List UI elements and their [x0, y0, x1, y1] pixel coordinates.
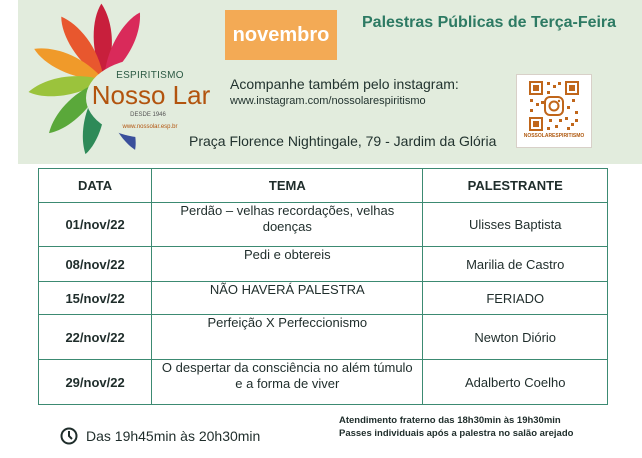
row-theme: O despertar da consciência no além túmulo e a forma de viver: [152, 360, 423, 405]
table-header-row: [39, 169, 608, 203]
session-time: [60, 424, 260, 448]
table-row: [39, 360, 608, 405]
qr-caption: NOSSOLARESPIRITISMO: [523, 133, 585, 139]
instagram-text: Acompanhe também pelo instagram:: [230, 76, 459, 92]
row-theme: NÃO HAVERÁ PALESTRA: [152, 282, 423, 315]
column-header-theme: TEMA: [152, 169, 423, 203]
row-date: 22/nov/22: [39, 315, 152, 360]
row-speaker: Adalberto Coelho: [423, 360, 608, 405]
qr-code-icon: [527, 79, 581, 133]
instagram-url[interactable]: www.instagram.com/nossolarespiritismo: [230, 95, 426, 107]
table-row: [39, 203, 608, 247]
footer-notes: [339, 414, 573, 440]
row-speaker: Marilia de Castro: [423, 247, 608, 282]
schedule-table: [38, 168, 608, 405]
row-theme: Perdão – velhas recordações, velhas doenças: [152, 203, 423, 247]
brand-since: DESDE 1946: [130, 112, 166, 118]
column-header-speaker: PALESTRANTE: [423, 169, 608, 203]
note-fraternal-care: Atendimento fraterno das 18h30min às 19h30min: [339, 415, 561, 426]
row-theme: Pedi e obtereis: [152, 247, 423, 282]
table-row: [39, 282, 608, 315]
row-date: 15/nov/22: [39, 282, 152, 315]
instagram-qr-code[interactable]: [516, 74, 592, 148]
table-row: [39, 315, 608, 360]
row-date: 01/nov/22: [39, 203, 152, 247]
month-badge: [225, 10, 337, 60]
row-theme: Perfeição X Perfeccionismo: [152, 315, 423, 360]
brand-tagline: ESPIRITISMO: [116, 70, 184, 81]
row-date: 08/nov/22: [39, 247, 152, 282]
row-speaker: Newton Diório: [423, 315, 608, 360]
clock-icon: [60, 427, 78, 445]
row-date: 29/nov/22: [39, 360, 152, 405]
row-speaker: Ulisses Baptista: [423, 203, 608, 247]
column-header-date: DATA: [39, 169, 152, 203]
session-time-text: Das 19h45min às 20h30min: [86, 428, 261, 444]
brand-name: Nosso Lar: [91, 80, 211, 110]
table-row: [39, 247, 608, 282]
note-passes: Passes individuais após a palestra no salão arejado: [339, 428, 574, 439]
brand-url[interactable]: www.nossolar.esp.br: [122, 124, 178, 130]
row-speaker: FERIADO: [423, 282, 608, 315]
event-title: Palestras Públicas de Terça-Feira: [362, 14, 617, 31]
month-label: novembro: [232, 24, 330, 46]
address: Praça Florence Nightingale, 79 - Jardim da Glória: [189, 133, 497, 149]
